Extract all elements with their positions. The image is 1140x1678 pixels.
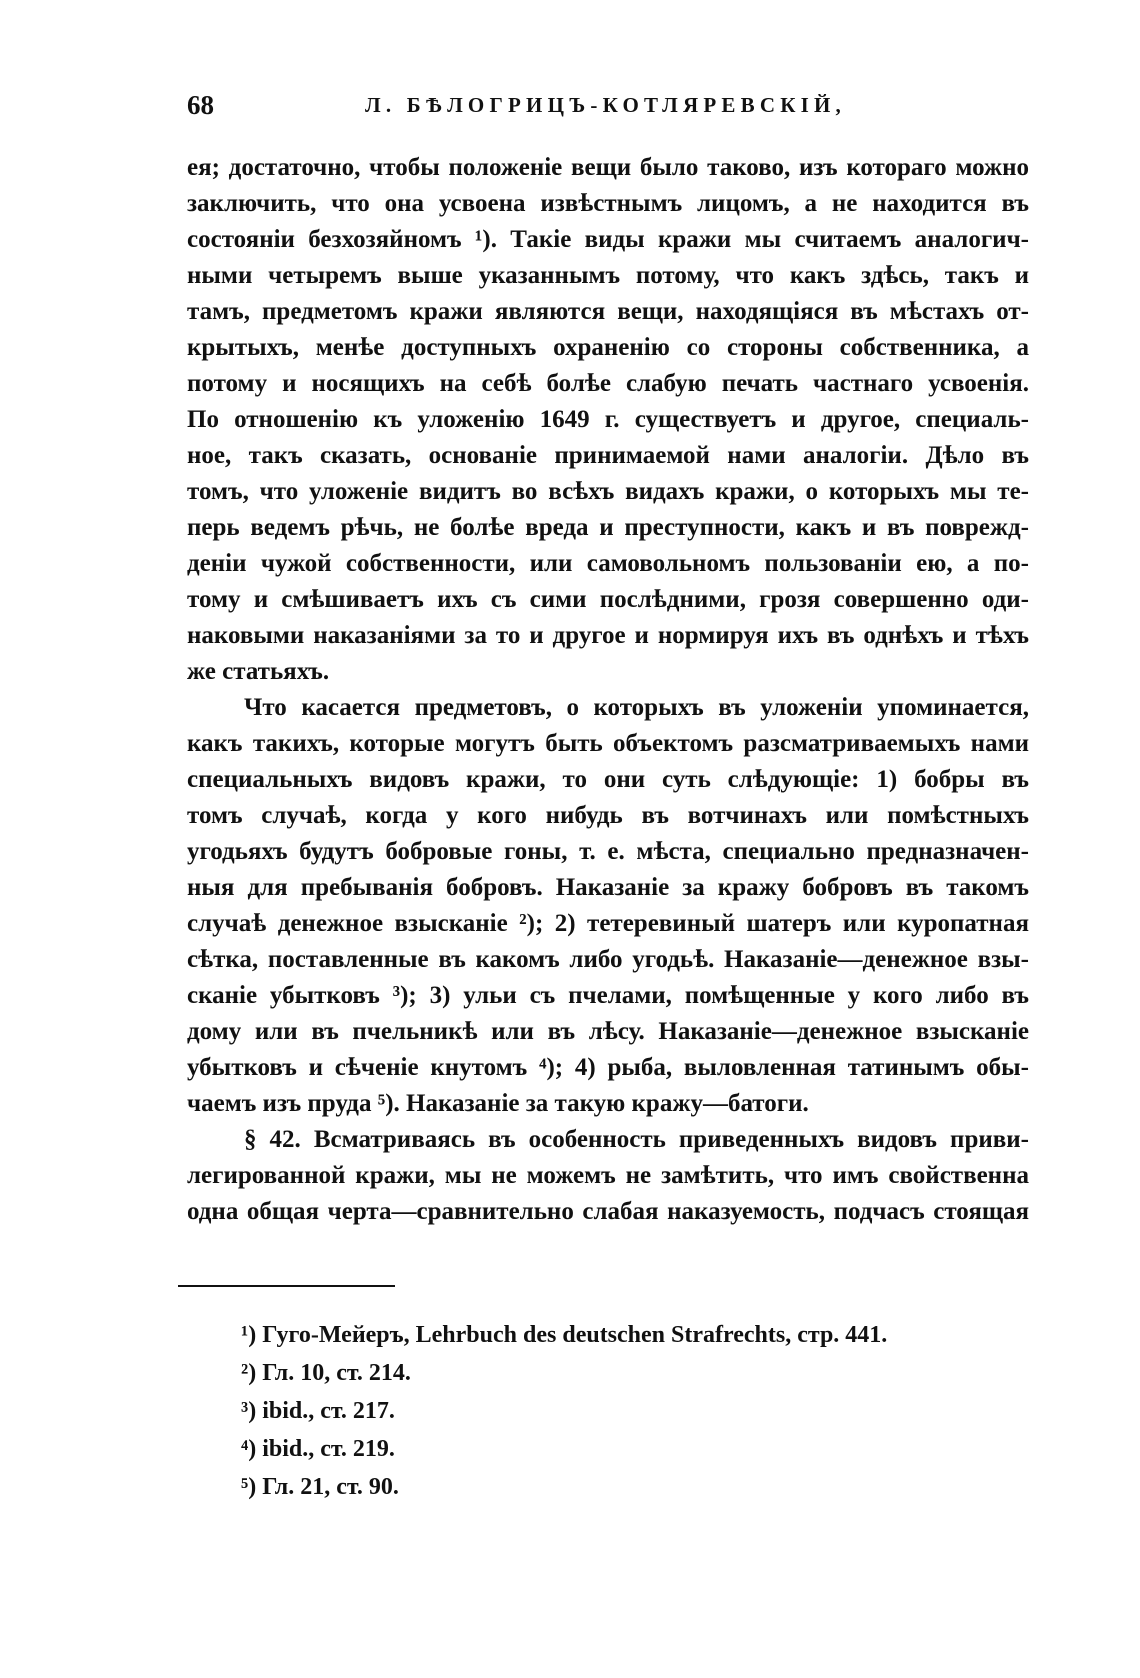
text-line: томъ, что уложеніе видитъ во всѣхъ видахъ кражи, о которыхъ мы те- — [187, 478, 1029, 505]
text-line: тамъ, предметомъ кражи являются вещи, находящіяся въ мѣстахъ от- — [187, 298, 1029, 325]
text-line: заключить, что она усвоена извѣстнымъ лицомъ, а не находится въ — [187, 190, 1029, 217]
text-line: томъ случаѣ, когда у кого нибудь въ вотчинахъ или помѣстныхъ — [187, 802, 1029, 829]
body-text — [187, 150, 1029, 1230]
text-line: состояніи безхозяйномъ ¹). Такіе виды кражи мы считаемъ аналогич- — [187, 226, 1029, 253]
text-line: наковыми наказаніями за то и другое и нормируя ихъ въ однѣхъ и тѣхъ — [187, 622, 1029, 649]
text-line: ное, такъ сказать, основаніе принимаемой нами аналогіи. Дѣло въ — [187, 442, 1029, 469]
text-line: чаемъ изъ пруда ⁵). Наказаніе за такую кражу—батоги. — [187, 1090, 809, 1117]
text-line: специальныхъ видовъ кражи, то они суть слѣдующіе: 1) бобры въ — [187, 766, 1029, 793]
footnote: ³) ibid., ст. 217. — [241, 1398, 395, 1424]
text-line: легированной кражи, мы не можемъ не замѣтить, что имъ свойственна — [187, 1162, 1029, 1189]
text-line: сѣтка, поставленные въ какомъ либо угодьѣ. Наказаніе—денежное взы- — [187, 946, 1029, 973]
text-line: По отношенію къ уложенію 1649 г. существуетъ и другое, специаль- — [187, 406, 1029, 433]
footnote: ²) Гл. 10, ст. 214. — [241, 1360, 411, 1386]
text-line: деніи чужой собственности, или самовольномъ пользованіи ею, а по- — [187, 550, 1029, 577]
text-line: ными четыремъ выше указаннымъ потому, что какъ здѣсь, такъ и — [187, 262, 1029, 289]
text-line: перь ведемъ рѣчь, не болѣе вреда и преступности, какъ и въ поврежд- — [187, 514, 1029, 541]
text-line: какъ такихъ, которые могутъ быть объектомъ разсматриваемыхъ нами — [187, 730, 1029, 757]
footnotes — [241, 1316, 941, 1506]
footnote: ¹) Гуго-Мейеръ, Lehrbuch des deutschen Strafrechts, стр. 441. — [241, 1322, 888, 1348]
footnote-divider — [178, 1285, 395, 1287]
text-line: тому и смѣшиваетъ ихъ съ сими послѣдними, грозя совершенно оди- — [187, 586, 1029, 613]
text-line: потому и носящихъ на себѣ болѣе слабую печать частнаго усвоенія. — [187, 370, 1029, 397]
text-line: Что касается предметовъ, о которыхъ въ уложеніи упоминается, — [244, 694, 1029, 721]
text-line: угодьяхъ будутъ бобровые гоны, т. е. мѣста, специально предназначен- — [187, 838, 1029, 865]
text-line: крытыхъ, менѣе доступныхъ охраненію со стороны собственника, а — [187, 334, 1029, 361]
page-header — [187, 90, 1037, 130]
text-line: убытковъ и сѣченіе кнутомъ ⁴); 4) рыба, выловленная татинымъ обы- — [187, 1054, 1029, 1081]
text-line: же статьяхъ. — [187, 658, 330, 685]
text-line: ныя для пребыванія бобровъ. Наказаніе за кражу бобровъ въ такомъ — [187, 874, 1029, 901]
text-line: дому или въ пчельникѣ или въ лѣсу. Наказаніе—денежное взысканіе — [187, 1018, 1029, 1045]
text-line: ея; достаточно, чтобы положеніе вещи было таково, изъ котораго можно — [187, 154, 1029, 181]
text-line: случаѣ денежное взысканіе ²); 2) тетеревиный шатеръ или куропатная — [187, 910, 1029, 937]
footnote: ⁴) ibid., ст. 219. — [241, 1436, 395, 1462]
page-number: 68 — [187, 90, 214, 120]
text-line: § 42. Всматриваясь въ особенность приведенныхъ видовъ приви- — [244, 1126, 1029, 1153]
running-head: Л. БѢЛОГРИЦЪ-КОТЛЯРЕВСКІЙ, — [365, 93, 846, 117]
footnote: ⁵) Гл. 21, ст. 90. — [241, 1474, 399, 1500]
text-line: сканіе убытковъ ³); 3) ульи съ пчелами, помѣщенные у кого либо въ — [187, 982, 1029, 1009]
text-line: одна общая черта—сравнительно слабая наказуемость, подчасъ стоящая — [187, 1198, 1029, 1225]
